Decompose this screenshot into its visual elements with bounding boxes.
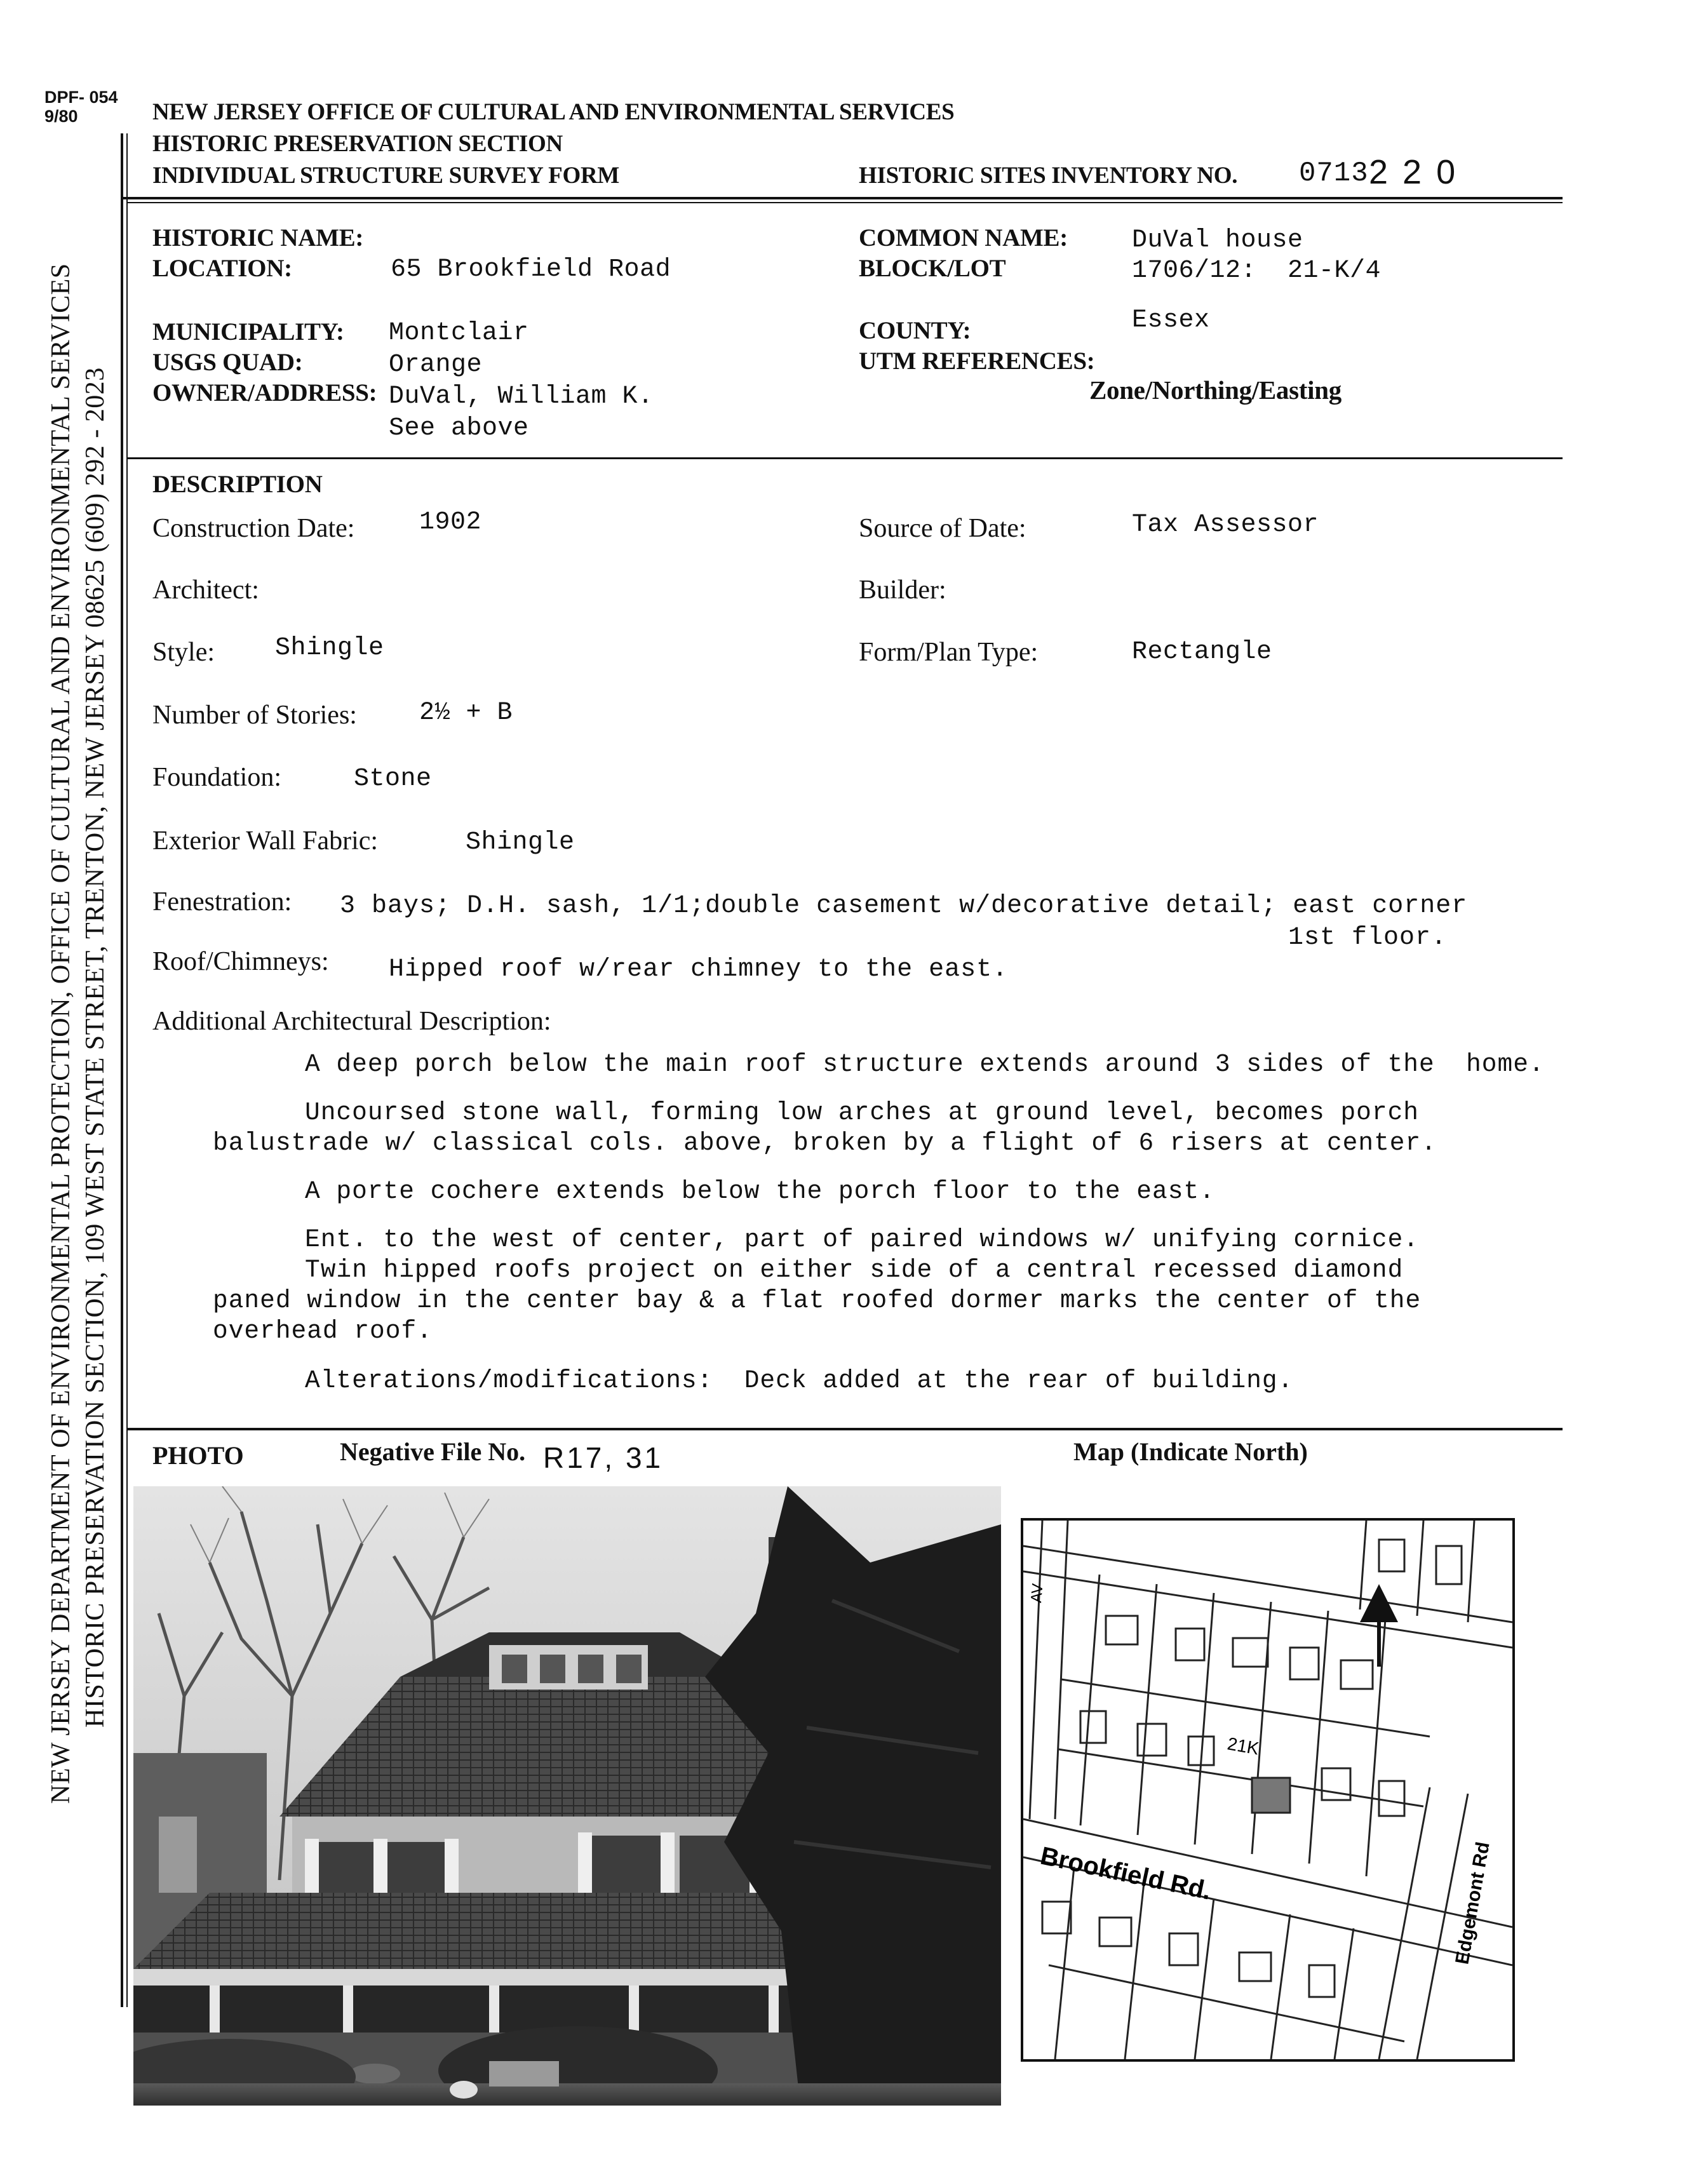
side-text-department: NEW JERSEY DEPARTMENT OF ENVIRONMENTAL PROTECTION, OFFICE OF CULTURAL AND ENVIRONMENTAL SERVICES — [46, 263, 76, 1804]
block-lot-value: 1706/12: 21-K/4 — [1132, 257, 1382, 285]
source-value: Tax Assessor — [1132, 511, 1319, 539]
utm-subheading: Zone/Northing/Easting — [1089, 375, 1342, 405]
utm-label: UTM REFERENCES: — [859, 347, 1095, 375]
header-form-title: INDIVIDUAL STRUCTURE SURVEY FORM — [152, 163, 620, 189]
inventory-label: HISTORIC SITES INVENTORY NO. — [859, 163, 1238, 189]
wall-fabric-value: Shingle — [466, 828, 575, 857]
header-office: NEW JERSEY OFFICE OF CULTURAL AND ENVIRONMENTAL SERVICES — [152, 99, 955, 125]
common-name-value: DuVal house — [1132, 226, 1303, 255]
subject-house-footprint — [1252, 1778, 1290, 1813]
left-rule-inner — [126, 133, 128, 2007]
construction-date-value: 1902 — [419, 508, 482, 537]
wall-fabric-label: Exterior Wall Fabric: — [152, 826, 379, 856]
form-code — [44, 88, 118, 126]
description-paragraph-entrance: Ent. to the west of center, part of paired windows w/ unifying cornice. — [305, 1225, 1419, 1254]
roof-chimneys-label: Roof/Chimneys: — [152, 947, 329, 976]
house-photo-drawing — [133, 1486, 1001, 2106]
foundation-value: Stone — [354, 765, 432, 793]
map-lot-label: 21K — [1225, 1733, 1261, 1759]
side-text-address: HISTORIC PRESERVATION SECTION, 109 WEST STATE STREET, TRENTON, NEW JERSEY 08625 (609) 292 - 2023 — [81, 367, 110, 1728]
map-street-brookfield: Brookfield Rd. — [1038, 1841, 1214, 1905]
negative-file-number: R17, 31 — [543, 1441, 664, 1474]
usgs-label: USGS QUAD: — [152, 349, 303, 376]
photo-section-rule — [127, 1428, 1563, 1430]
header-rule — [121, 197, 1563, 199]
description-paragraph-porte-cochere: A porte cochere extends below the porch floor to the east. — [305, 1177, 1215, 1206]
form-code-line: DPF- 054 — [44, 88, 118, 107]
location-map — [1021, 1518, 1515, 2062]
stories-label: Number of Stories: — [152, 701, 357, 730]
county-label: COUNTY: — [859, 317, 971, 344]
description-paragraph-porch: A deep porch below the main roof structure extends around 3 sides of the home. — [305, 1050, 1545, 1078]
fenestration-value: 3 bays; D.H. sash, 1/1;double casement w/decorative detail; east corner — [340, 892, 1468, 920]
photo-label: PHOTO — [152, 1441, 244, 1470]
historic-name-label: HISTORIC NAME: — [152, 224, 364, 252]
form-plan-value: Rectangle — [1132, 638, 1272, 666]
common-name-label: COMMON NAME: — [859, 224, 1068, 252]
negative-file-label: Negative File No. — [340, 1437, 526, 1466]
owner-label: OWNER/ADDRESS: — [152, 379, 377, 407]
owner-address-value: See above — [389, 414, 529, 443]
roof-chimneys-value: Hipped roof w/rear chimney to the east. — [389, 955, 1009, 984]
additional-description-label: Additional Architectural Description: — [152, 1007, 551, 1036]
county-value: Essex — [1132, 306, 1210, 335]
identification-rule — [127, 457, 1563, 459]
municipality-value: Montclair — [389, 319, 529, 347]
inventory-number-typed: 0713 — [1299, 158, 1369, 189]
location-value: 65 Brookfield Road — [391, 255, 671, 284]
map-street-edgemont: Edgemont Rd — [1451, 1840, 1494, 1966]
header-rule-thin — [127, 202, 1563, 203]
description-paragraph-roofs-line1: Twin hipped roofs project on either side of a central recessed diamond — [305, 1256, 1404, 1284]
left-rule-outer — [121, 133, 123, 2007]
tax-map-drawing — [1023, 1521, 1512, 2059]
fenestration-continued: 1st floor. — [1288, 924, 1448, 952]
map-avenue-label: AV — [1028, 1583, 1047, 1604]
architect-label: Architect: — [152, 575, 259, 605]
description-paragraph-roofs-line2: paned window in the center bay & a flat roofed dormer marks the center of the — [213, 1286, 1422, 1315]
form-code-date: 9/80 — [44, 107, 78, 126]
map-label: Map (Indicate North) — [1073, 1437, 1308, 1466]
inventory-number-handwritten: 2 2 0 — [1369, 153, 1458, 191]
form-plan-label: Form/Plan Type: — [859, 638, 1039, 667]
description-heading: DESCRIPTION — [152, 471, 323, 498]
block-lot-label: BLOCK/LOT — [859, 255, 1006, 282]
usgs-value: Orange — [389, 351, 483, 379]
owner-value: DuVal, William K. — [389, 382, 654, 411]
fenestration-label: Fenestration: — [152, 887, 292, 917]
municipality-label: MUNICIPALITY: — [152, 318, 344, 346]
style-value: Shingle — [275, 634, 384, 662]
description-paragraph-wall-line1: Uncoursed stone wall, forming low arches at ground level, becomes porch — [305, 1098, 1419, 1127]
style-label: Style: — [152, 638, 215, 667]
house-photograph — [133, 1486, 1001, 2106]
stories-value: 2½ + B — [419, 699, 513, 727]
foundation-label: Foundation: — [152, 763, 282, 792]
description-paragraph-roofs-line3: overhead roof. — [213, 1317, 433, 1345]
description-paragraph-alterations: Alterations/modifications: Deck added at the rear of building. — [305, 1366, 1294, 1395]
source-label: Source of Date: — [859, 514, 1026, 543]
location-label: LOCATION: — [152, 255, 292, 282]
description-paragraph-wall-line2: balustrade w/ classical cols. above, broken by a flight of 6 risers at center. — [213, 1129, 1437, 1157]
header-section: HISTORIC PRESERVATION SECTION — [152, 131, 563, 157]
construction-date-label: Construction Date: — [152, 514, 355, 543]
builder-label: Builder: — [859, 575, 946, 605]
